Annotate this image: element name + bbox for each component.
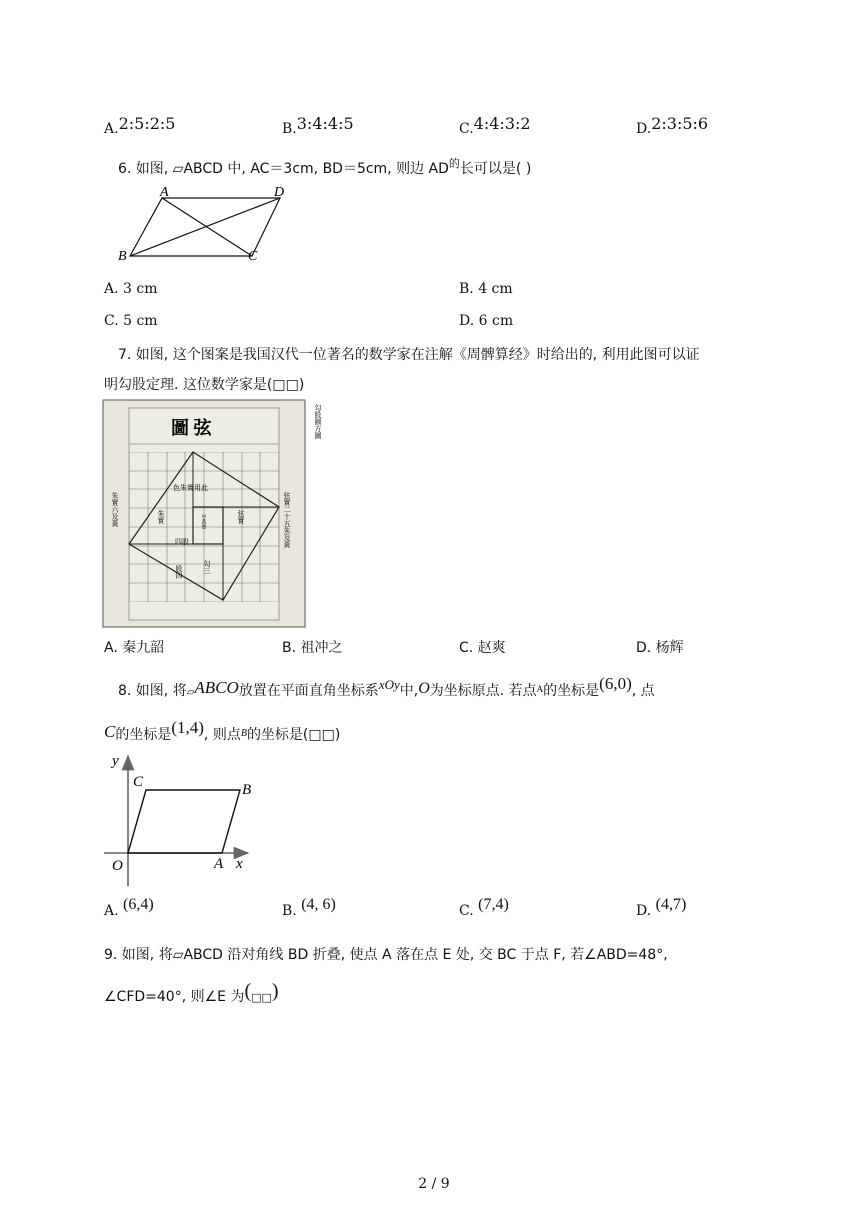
page-number: 2 / 9 xyxy=(418,1176,450,1192)
q7-xian-tu-figure xyxy=(103,400,322,627)
q7-stem-line1: 7. 如图, 这个图案是我国汉代一位著名的数学家在注解《周髀算经》时给出的, 利用此图可以证 xyxy=(118,347,700,363)
q7-fig-xian-shi: 弦實 xyxy=(237,510,245,524)
q7-option-b: B. 祖冲之 xyxy=(282,640,343,656)
q8-option-a: A. (6,4) xyxy=(104,896,154,919)
q6-option-d: D. 6 cm xyxy=(459,313,514,329)
q6-label-d: D xyxy=(274,185,285,200)
q7-option-c: C. 赵爽 xyxy=(459,640,506,656)
q7-option-d: D. 杨辉 xyxy=(636,640,684,656)
q9-stem-line2: ∠CFD=40°, 则∠E 为(□□) xyxy=(104,980,279,1005)
q7-fig-zhu-shi: 朱實 xyxy=(157,510,165,524)
q8-stem-line2: C的坐标是(1,4), 则点$^B$的坐标是(□□) xyxy=(104,718,341,743)
q9-stem-line1: 9. 如图, 将▱ABCD 沿对角线 BD 折叠, 使点 A 落在点 E 处, 交 BC 于点 F, 若∠ABD=48°, xyxy=(104,947,668,963)
q6-label-b: B xyxy=(118,249,127,264)
q7-fig-right-side: 弦實二十五朱及黃 xyxy=(283,492,291,548)
q8-label-a: A xyxy=(214,856,224,872)
q8-label-c: C xyxy=(133,774,144,790)
q7-stem-line2: 明勾股定理. 这位数学家是(□□) xyxy=(104,377,305,393)
q7-fig-top-inner: 色朱實用此 xyxy=(173,484,208,492)
q6-diagonal-ac xyxy=(162,198,252,256)
q8-label-b: B xyxy=(242,782,252,798)
q8-coordinate-figure xyxy=(100,750,260,888)
q6-option-b: B. 4 cm xyxy=(459,281,513,297)
q6-option-a: A. 3 cm xyxy=(104,281,158,297)
q5-option-d: D.2:3:5:6 xyxy=(636,114,709,137)
q6-label-c: C xyxy=(248,249,258,264)
q8-option-c: C. (7,4) xyxy=(459,896,509,919)
q5-option-c: C.4:4:3:2 xyxy=(459,114,531,137)
q8-option-b: B. (4, 6) xyxy=(282,896,336,919)
q6-diagonal-bd xyxy=(130,198,280,256)
q8-option-d: D. (4,7) xyxy=(636,896,687,919)
q8-stem-line1: 8. 如图, 将▱ABCO放置在平面直角坐标系xOy中,O为坐标原点. 若点$^A$的坐标是(6,0), 点 xyxy=(118,674,655,699)
q6-option-c: C. 5 cm xyxy=(104,313,158,329)
q7-fig-gu: 股四 xyxy=(175,565,183,579)
q5-option-a: A.2:5:2:5 xyxy=(104,114,176,137)
q7-fig-inner-mark: 四股 xyxy=(175,538,189,546)
q7-fig-right-top: 勾股圓方圖 xyxy=(287,404,322,412)
q8-label-x: x xyxy=(236,856,243,872)
q7-fig-zhong-huang: 中黃實 xyxy=(200,514,206,529)
q7-fig-gou: 勾三 xyxy=(203,560,211,574)
q8-label-o: O xyxy=(112,858,123,874)
q7-fig-title: 圖 弦 xyxy=(171,418,212,438)
q6-stem: 6. 如图, ▱ABCD 中, AC＝3cm, BD＝5cm, 则边 $AD^的$长可以是( ) xyxy=(118,157,532,177)
q7-option-a: A. 秦九韶 xyxy=(104,640,165,656)
q8-label-y: y xyxy=(112,753,119,769)
q6-label-a: A xyxy=(160,185,169,200)
q8-parallelogram xyxy=(128,790,240,853)
q5-option-b: B.3:4:4:5 xyxy=(282,114,354,137)
q6-parallelogram-figure xyxy=(112,186,302,266)
q7-fig-left-side: 朱實六及黃 xyxy=(111,492,119,527)
